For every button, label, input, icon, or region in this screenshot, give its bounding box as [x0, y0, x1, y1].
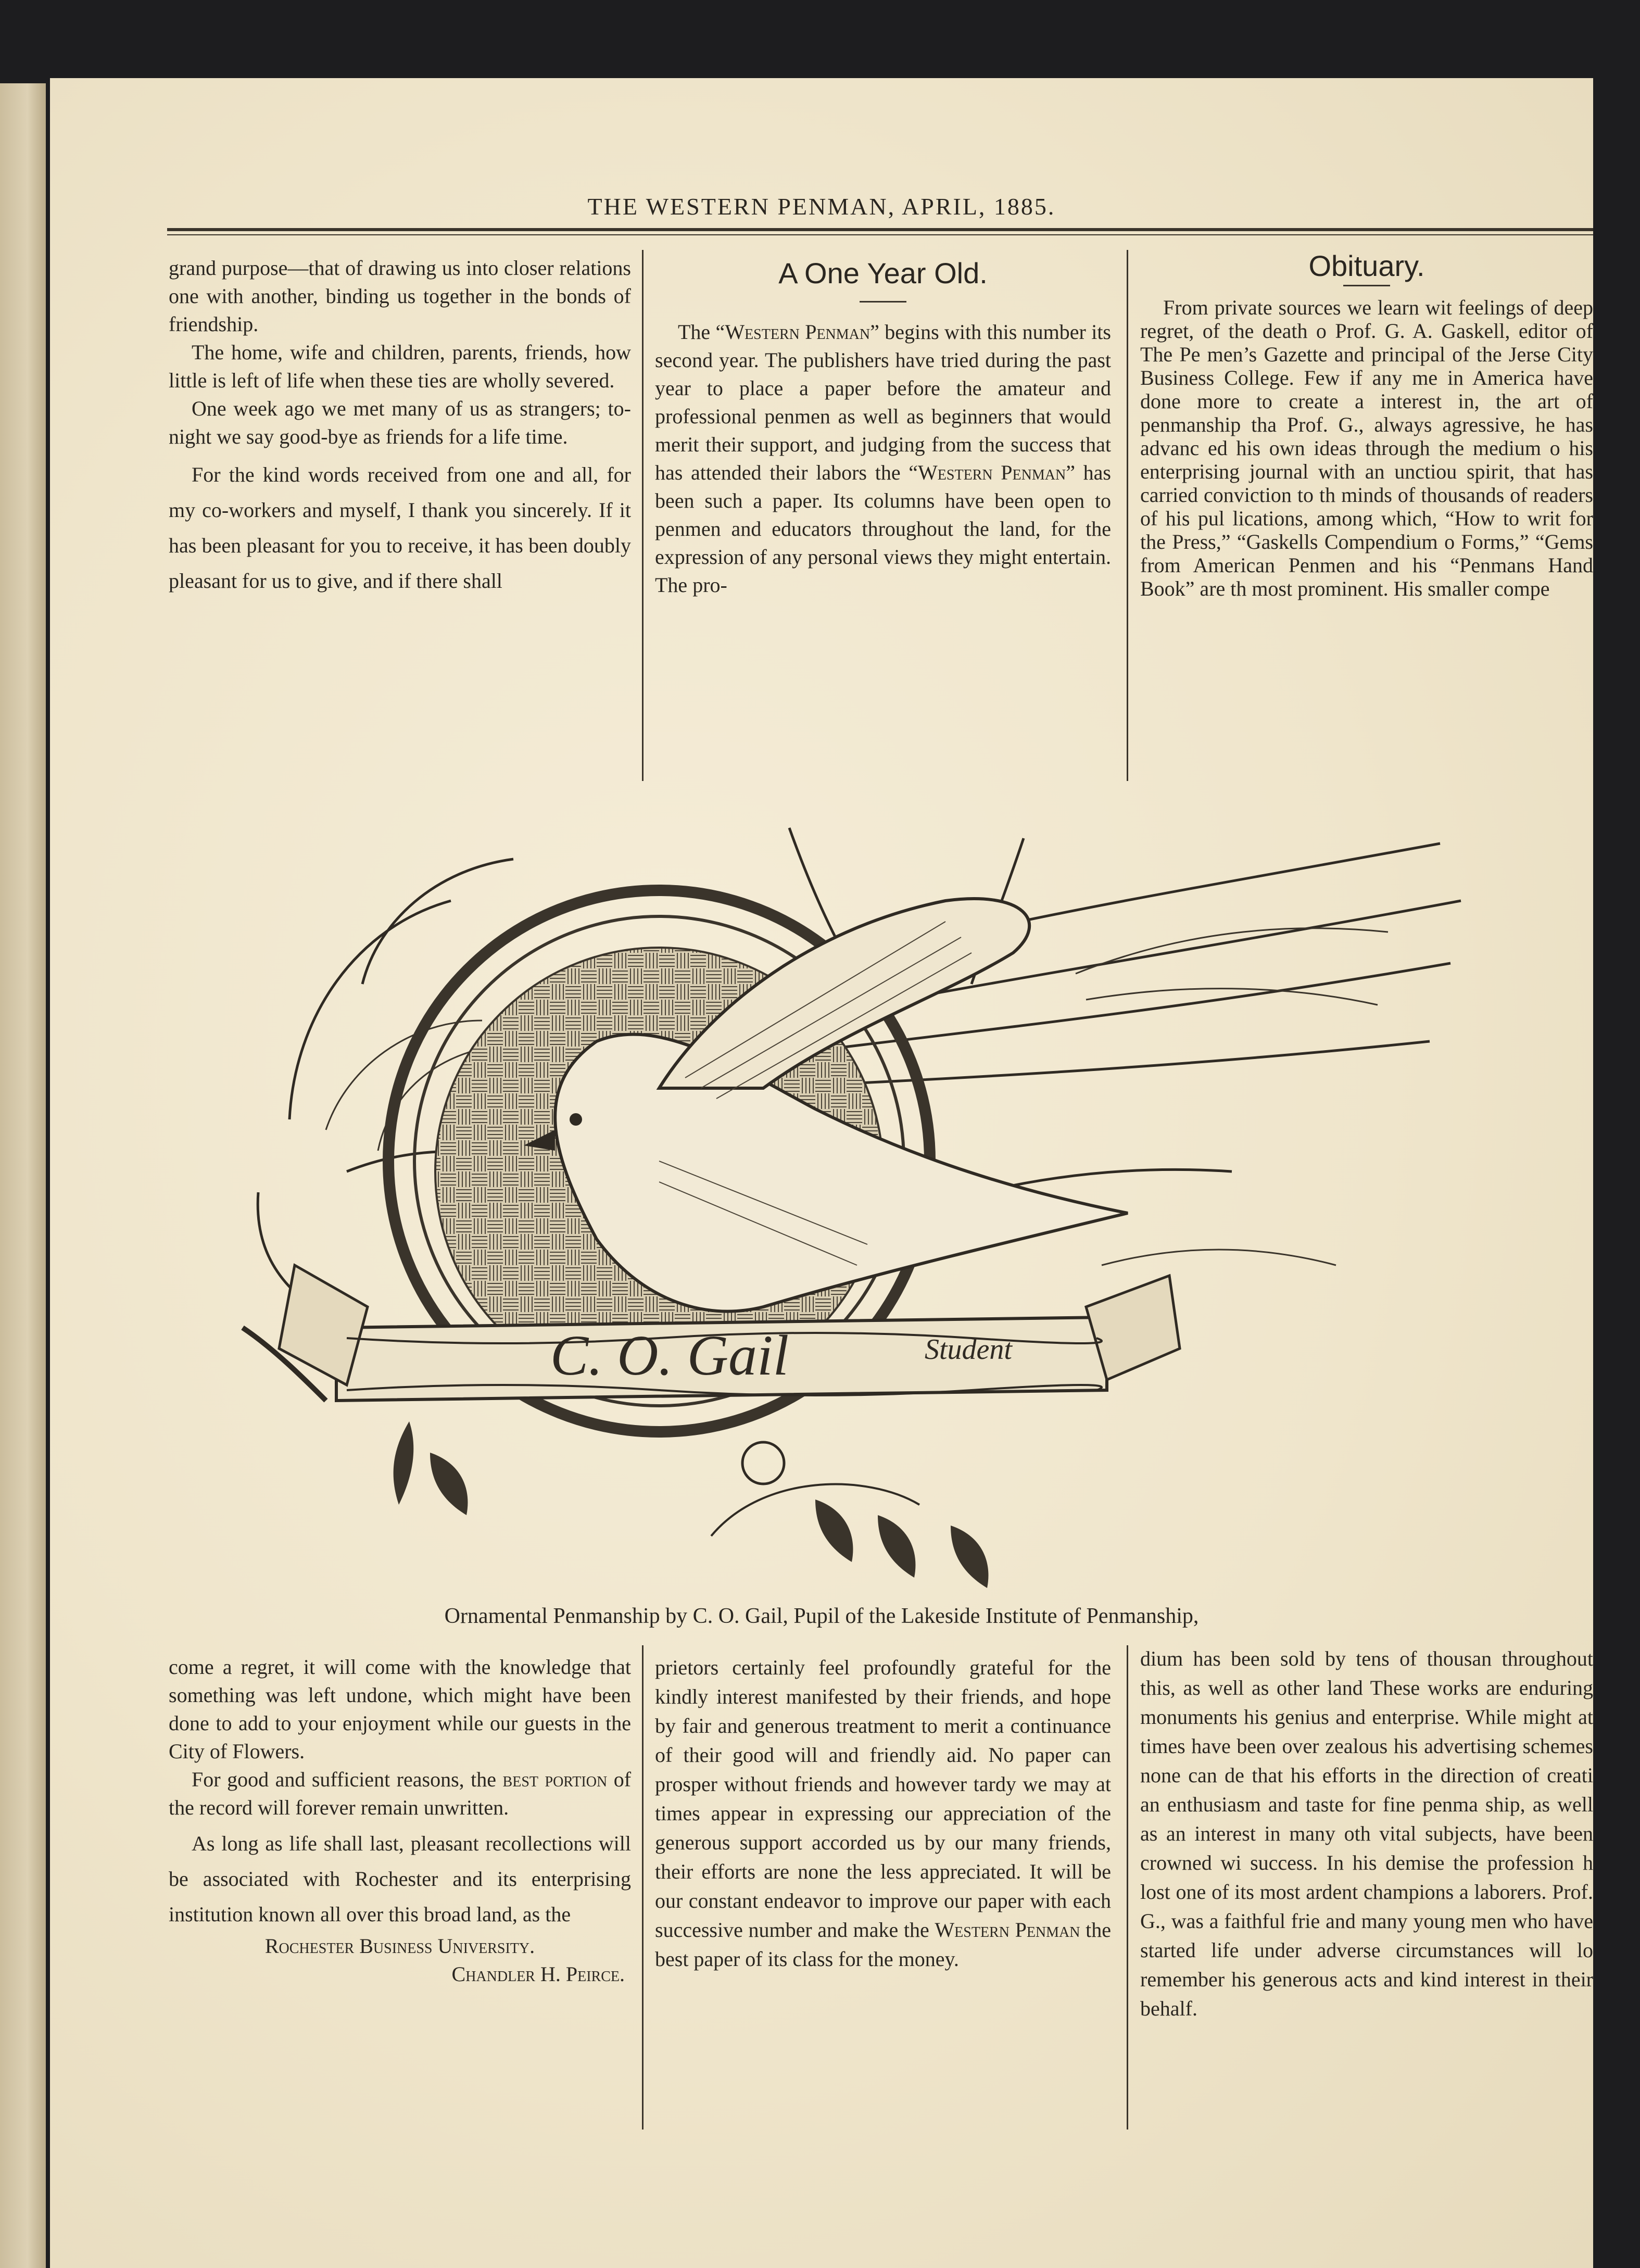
column-3-bottom [1140, 1644, 1593, 2023]
column-1-top [169, 254, 631, 599]
previous-page-edge [0, 83, 46, 2268]
header-rule-thin [167, 234, 1593, 235]
column-divider [1127, 250, 1128, 781]
paragraph: From private sources we learn wit feelings of deep regret, of the death o Prof. G. A. Gaskell, editor of The Pe men’s Gazette and principal of the Jerse City Business College. Few if any me in America have done more to create a interest in, the art of penmanship tha Prof. G., always agressive, he has advanc ed his own ideas through the medium o his enterprising journal with an unctiou spirit, that has carried conviction to th minds of thousands of readers of his pul lications, among which, “How to writ for the Press,” “Gaskells Compendium o Forms,” “Gems from American Penmen and his “Penmans Hand Book” are th most prominent. His smaller compe [1140, 296, 1593, 600]
illustration-caption: Ornamental Penmanship by C. O. Gail, Pupil of the Lakeside Institute of Penmanship, [444, 1604, 1199, 1628]
column-divider [642, 250, 644, 781]
paragraph: As long as life shall last, pleasant recollections will be associated with Rochester and its enterprising institution known all over this broad land, as the [169, 1832, 631, 1926]
ornamental-bird-illustration [191, 797, 1492, 1661]
column-3-top [1140, 249, 1593, 600]
column-2-bottom [655, 1653, 1111, 1974]
title-rule [1343, 285, 1390, 286]
paragraph: One week ago we met many of us as strangers; to-night we say good-bye as friends for a life time. [169, 397, 631, 448]
paragraph: For the kind words received from one and all, for my co-workers and myself, I thank you sincerely. If it has been pleasant for you to receive, it has been doubly pleasant for us to give, and if there shall [169, 463, 631, 593]
column-divider [1127, 1645, 1128, 2130]
header-rule-thick [167, 228, 1593, 231]
paragraph: grand purpose—that of drawing us into closer relations one with another, binding us together in the bonds of friendship. [169, 256, 631, 336]
signature-author: Chandler H. Peirce. [451, 1962, 625, 1986]
column-divider [642, 1645, 644, 2130]
signature-line: Rochester Business University. [264, 1934, 535, 1958]
title-rule [860, 301, 906, 303]
paragraph: For good and sufficient reasons, the best portion of the record will forever remain unwritten. [169, 1768, 632, 1819]
signature-text: C. O. Gail [550, 1324, 789, 1387]
article-title: Obituary. [1308, 249, 1425, 282]
signature-suffix: Student [925, 1333, 1012, 1366]
paragraph: prietors certainly feel profoundly grateful for the kindly interest manifested by their friends, and hope by fair and generous treatment to merit a continuance of their good will and friendly aid. No paper can prosper without friends and however tardy we may at times appear in expressing our appreciation of the generous support accorded us by our many friends, their efforts are none the less appreciated. It will be our constant endeavor to improve our paper with each successive number and make the Western Penman the best paper of its class for the money. [655, 1656, 1112, 1971]
paragraph: The “Western Penman” begins with this number its second year. The publishers have tried during the past year to place a paper before the amateur and professional penmen as well as beginners that would merit their support, and judging from the success that has attended their labors the “Western Penman” has been such a paper. Its columns have been open to penmen and educators throughout the land, for the expression of any personal views they might entertain. The pro- [655, 320, 1111, 597]
newspaper-page [50, 78, 1593, 2268]
article-title: A One Year Old. [778, 257, 988, 289]
paragraph: come a regret, it will come with the knowledge that something was left undone, which might have been done to add to your enjoyment while our guests in the City of Flowers. [169, 1655, 631, 1763]
paragraph: The home, wife and children, parents, friends, how little is left of life when these ties are wholly severed. [169, 341, 631, 392]
column-2-top [655, 254, 1111, 599]
column-1-bottom [169, 1653, 631, 1988]
page-header: THE WESTERN PENMAN, APRIL, 1885. [587, 193, 1056, 220]
paragraph: dium has been sold by tens of thousan throughout this, as well as other land These works are enduring monuments his genius and enterprise. While might at times have been over zealous his advertising schemes none can de that his efforts in the direction of creati an enthusiasm and taste for fine penma ship, as well as an interest in many oth vital subjects, have been crowned wi success. In his demise the profession h lost one of its most ardent champions a laborers. Prof. G., was a faithful frie and many young men who have started life under adverse circumstances will lo remember his generous acts and kind interest in their behalf. [1140, 1647, 1593, 2020]
